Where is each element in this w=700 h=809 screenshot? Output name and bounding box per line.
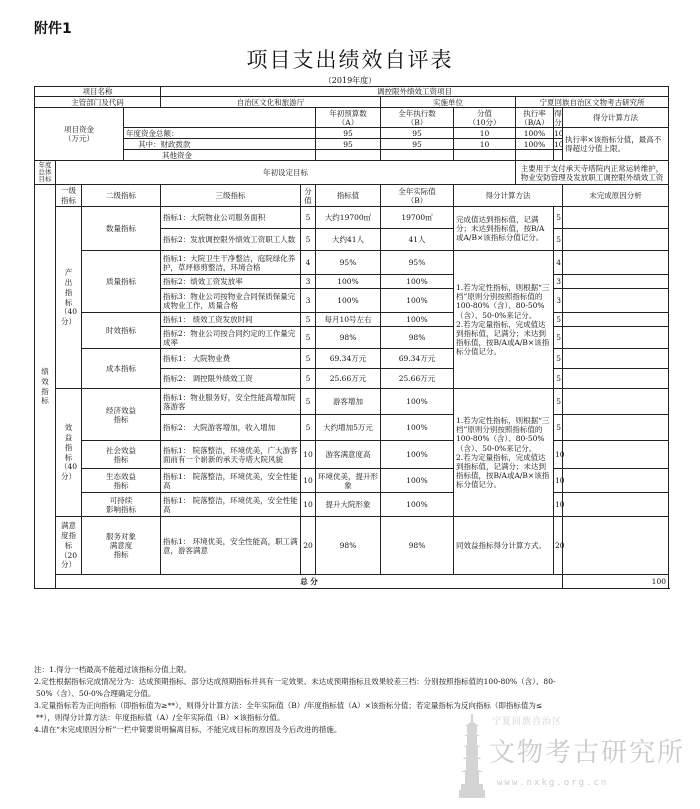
indicator-text: 指标1：大院卫生干净整洁，庭院绿化养护，草坪修剪整洁，环境合格 xyxy=(161,251,301,275)
funds-col-budget: 年初预算数 （A） xyxy=(316,108,381,128)
goal-text: 主要用于支付承天寺塔院内正常运转维护，物业安防管理及发放职工调控限外绩效工资 xyxy=(516,161,669,185)
header-actual: 全年实际值 （B） xyxy=(381,185,454,207)
output-indicator-label: 产 出 指 标 （40 分） xyxy=(56,207,82,389)
watermark-big-text: 文物考古研究所 xyxy=(489,738,686,768)
page-title: 项目支出绩效自评表 xyxy=(246,48,454,72)
funds-col-rate: 执行率 （B/A） xyxy=(516,108,554,128)
goal-label: 年度 总体 目标 xyxy=(35,161,56,185)
indicator-target: 提升大院形象 xyxy=(316,493,381,517)
indicator-text: 指标1： 绩效工资发放时间 xyxy=(161,313,301,327)
indicator-score: 4 xyxy=(301,251,316,275)
indicator-target: 25.66万元 xyxy=(316,369,381,389)
note-line: 2.定性根据指标完成情况分为：达成预期指标、部分达成预期指标并具有一定效果、未达成预期指标且效果较差三档：分别按照指标值的100-80%（含）、80- xyxy=(34,677,556,686)
funds-blank xyxy=(124,108,316,128)
indicator-got: 5 xyxy=(554,207,563,229)
social-benefit-label: 社会效益 指标 xyxy=(82,441,161,469)
note-line: 3.定量指标若为正向指标（即指标值为≥**），则得分计算方法：全年实际值（B）/年度指标值（A）×该指标分值；若定量指标为反向指标（即指标值为≤ xyxy=(34,701,543,710)
note-line: 4.请在“未完成原因分析”一栏中简要说明偏离目标、不能完成目标的原因及今后改进的措施。 xyxy=(34,725,342,734)
indicator-reason xyxy=(563,369,669,389)
indicator-score: 10 xyxy=(301,493,316,517)
indicator-score: 5 xyxy=(301,313,316,327)
indicator-actual: 98% xyxy=(381,327,454,349)
funds-row-actual: 95 xyxy=(381,139,454,150)
indicator-target: 69.34万元 xyxy=(316,349,381,369)
indicator-text: 指标2：发放调控限外绩效工资职工人数 xyxy=(161,229,301,251)
indicator-got: 3 xyxy=(554,275,563,289)
indicator-text: 指标3：物业公司按物业合同保质保量完成物业工作，质量合格 xyxy=(161,289,301,313)
time-indicator-label: 时效指标 xyxy=(82,313,161,349)
indicator-target: 98% xyxy=(316,517,381,575)
indicator-got: 10 xyxy=(554,441,563,469)
funds-method-text: 执行率×该指标分值，最高不得超过分值上限。 xyxy=(563,128,669,161)
funds-row-rate xyxy=(516,150,554,161)
indicator-reason xyxy=(563,441,669,469)
indicator-actual: 95% xyxy=(381,251,454,275)
unit-label: 实施单位 xyxy=(381,97,516,108)
indicator-reason xyxy=(563,517,669,575)
indicator-text: 指标1： 院落整洁，环境优美，安全性能高 xyxy=(161,493,301,517)
indicator-got: 5 xyxy=(554,369,563,389)
indicator-score: 5 xyxy=(301,229,316,251)
indicator-score: 5 xyxy=(301,415,316,441)
indicator-text: 指标2： 调控限外绩效工资 xyxy=(161,369,301,389)
funds-label: 项目资金 （万元） xyxy=(35,108,124,161)
cost-indicator-label: 成本指标 xyxy=(82,349,161,389)
indicator-actual: 100% xyxy=(381,313,454,327)
funds-row-actual: 95 xyxy=(381,128,454,139)
indicator-actual: 100% xyxy=(381,441,454,469)
indicator-got: 3 xyxy=(554,289,563,313)
indicator-text: 指标1： 院落整洁，环境优美，安全性能高 xyxy=(161,469,301,493)
header-score: 分值 xyxy=(301,185,316,207)
indicator-score: 5 xyxy=(301,327,316,349)
indicator-text: 指标1： 环境优美，安全性能高，职工满意，游客满意 xyxy=(161,517,301,575)
indicator-target: 环境优美，提升形象 xyxy=(316,469,381,493)
year-label: （2019年度） xyxy=(323,76,377,85)
indicator-score: 5 xyxy=(301,207,316,229)
indicator-text: 指标2： 大院游客增加，收入增加 xyxy=(161,415,301,441)
sustainability-label: 可持续 影响指标 xyxy=(82,493,161,517)
indicator-score: 5 xyxy=(301,349,316,369)
service-satisfaction-label: 服务对象 满意度 指标 xyxy=(82,517,161,575)
quantity-indicator-label: 数量指标 xyxy=(82,207,161,251)
indicator-got: 5 xyxy=(554,415,563,441)
indicator-got: 5 xyxy=(554,389,563,415)
indicator-target: 每月10号左右 xyxy=(316,313,381,327)
unit-value: 宁夏回族自治区文物考古研究所 xyxy=(516,97,669,108)
economic-benefit-label: 经济效益 指标 xyxy=(82,389,161,441)
indicator-score: 3 xyxy=(301,275,316,289)
perf-indicator-label: 绩 效 指 标 xyxy=(35,185,56,589)
indicator-text: 指标1： 院落整洁，环境优美，广大游客面前有一个崭新的承天寺塔大院风貌 xyxy=(161,441,301,469)
indicator-target: 100% xyxy=(316,275,381,289)
dept-label: 主管部门及代码 xyxy=(35,97,161,108)
indicator-score: 20 xyxy=(301,517,316,575)
method-output-qualitative: 1.若为定性指标，则根据“三档”原则分别按照指标值的100-80%（含）、80-50%（含）、50-0%来记分。 2.若为定量指标，完成值达到指标值，记满分；未达到指标值，按B/A或A/B×该指标分值记分。 xyxy=(454,251,554,389)
indicator-actual: 100% xyxy=(381,389,454,415)
funds-row-rate: 100% xyxy=(516,139,554,150)
note-line: 注：1.得分一档最高不能超过该指标分值上限。 xyxy=(34,665,192,674)
indicator-actual: 100% xyxy=(381,275,454,289)
funds-col-actual: 全年执行数 （B） xyxy=(381,108,454,128)
indicator-got: 20 xyxy=(554,517,563,575)
indicator-actual: 100% xyxy=(381,493,454,517)
indicator-got: 5 xyxy=(554,327,563,349)
funds-row-rate: 100% xyxy=(516,128,554,139)
indicator-target: 游客增加 xyxy=(316,389,381,415)
header-reason: 未完成原因分析 xyxy=(563,185,669,207)
indicator-actual: 100% xyxy=(381,415,454,441)
indicator-actual: 100% xyxy=(381,289,454,313)
header-level2: 二级指标 xyxy=(82,185,161,207)
attachment-label: 附件1 xyxy=(34,21,72,37)
header-method: 得分计算方法 xyxy=(454,185,563,207)
indicator-reason xyxy=(563,469,669,493)
total-value: 100 xyxy=(563,575,669,589)
watermark-small-text: 宁夏回族自治区 xyxy=(492,717,563,727)
indicator-got: 10 xyxy=(554,493,563,517)
funds-row-got: 10 xyxy=(554,128,564,138)
indicator-got: 5 xyxy=(554,349,563,369)
funds-row-budget xyxy=(316,150,381,161)
method-benefit: 1.若为定性指标，则根据“三档”原则分别按照指标值的100-80%（含）、80-50%（含）、50-0%来记分。 2.若为定量指标，完成值达到指标值，记满分；未达到指标值，按B/A或A/B×该指标分值记分。 xyxy=(454,389,554,517)
indicator-reason xyxy=(563,415,669,441)
indicator-score: 5 xyxy=(301,389,316,415)
indicator-score: 3 xyxy=(301,289,316,313)
indicator-actual: 41人 xyxy=(381,229,454,251)
eco-benefit-label: 生态效益 指标 xyxy=(82,469,161,493)
indicator-reason xyxy=(563,275,669,289)
indicator-reason xyxy=(563,229,669,251)
indicator-actual: 19700㎡ xyxy=(381,207,454,229)
indicator-target: 98% xyxy=(316,327,381,349)
method-output-quantity: 完成值达到指标值，记满分；未达到指标值，按B/A或A/B×该指标分值记分。 xyxy=(454,207,554,251)
indicator-reason xyxy=(563,493,669,517)
indicator-target: 游客满意度高 xyxy=(316,441,381,469)
indicator-target: 100% xyxy=(316,289,381,313)
indicator-reason xyxy=(563,207,669,229)
indicator-got: 5 xyxy=(554,313,563,327)
indicator-reason xyxy=(563,349,669,369)
funds-col-score: 分值 （10分） xyxy=(454,108,516,128)
funds-row-score xyxy=(454,150,516,161)
indicator-got: 4 xyxy=(554,251,563,275)
header-level3: 三级指标 xyxy=(161,185,301,207)
funds-row-score: 10 xyxy=(454,128,516,139)
benefit-indicator-label: 效 益 指 标 （40 分） xyxy=(56,389,82,517)
indicator-text: 指标1：大院物业公司服务面积 xyxy=(161,207,301,229)
indicator-actual: 69.34万元 xyxy=(381,349,454,369)
indicator-reason xyxy=(563,389,669,415)
indicator-target: 大约19700㎡ xyxy=(316,207,381,229)
indicator-actual: 100% xyxy=(381,469,454,493)
performance-table xyxy=(34,86,669,589)
indicator-actual: 98% xyxy=(381,517,454,575)
indicator-reason xyxy=(563,327,669,349)
satisfaction-indicator-label: 满意 度指 标 （20 分） xyxy=(56,517,82,575)
funds-col-got: 得分 xyxy=(554,108,562,127)
indicator-target: 大约41人 xyxy=(316,229,381,251)
total-label: 总 分 xyxy=(56,575,563,589)
funds-row-label: 其中：财政拨款 xyxy=(124,139,316,150)
indicator-score: 10 xyxy=(301,469,316,493)
institute-watermark xyxy=(457,712,687,802)
funds-row-got xyxy=(554,150,563,161)
funds-row-score: 10 xyxy=(454,139,516,150)
indicator-target: 95% xyxy=(316,251,381,275)
indicator-got: 10 xyxy=(554,469,563,493)
indicator-target: 大约增加5万元 xyxy=(316,415,381,441)
note-line: **），则得分计算方法：年度指标值（A）/全年实际值（B）×该指标分值。 xyxy=(36,713,285,722)
watermark-url: www.nxkg.org.cn xyxy=(497,778,609,788)
indicator-text: 指标2：绩效工资发放率 xyxy=(161,275,301,289)
indicator-text: 指标2：物业公司按合同约定的工作量完成率 xyxy=(161,327,301,349)
indicator-reason xyxy=(563,251,669,275)
header-level1: 一级 指标 xyxy=(56,185,82,207)
funds-row-budget: 95 xyxy=(316,139,381,150)
indicator-score: 10 xyxy=(301,441,316,469)
funds-row-budget: 95 xyxy=(316,128,381,139)
header-target: 指标值 xyxy=(316,185,381,207)
note-line: 50%（含）、50-0%合理确定分值。 xyxy=(36,689,156,698)
project-name-label: 项目名称 xyxy=(35,87,161,97)
method-satisfaction: 同效益指标得分计算方式。 xyxy=(454,517,554,575)
pagoda-icon xyxy=(459,714,485,800)
funds-row-actual xyxy=(381,150,454,161)
funds-row-got: 10 xyxy=(554,139,564,149)
dept-value: 自治区文化和旅游厅 xyxy=(161,97,381,108)
funds-row-label: 年度资金总额： xyxy=(124,128,316,139)
indicator-text: 指标1：物业服务好，安全性能高增加院落游客 xyxy=(161,389,301,415)
funds-row-label: 其他资金 xyxy=(124,150,316,161)
goal-initial-label: 年初设定目标 xyxy=(56,161,516,185)
project-name: 调控限外绩效工资项目 xyxy=(161,87,669,97)
indicator-got: 5 xyxy=(554,229,563,251)
indicator-score: 5 xyxy=(301,369,316,389)
quality-indicator-label: 质量指标 xyxy=(82,251,161,313)
funds-col-method: 得分计算方法 xyxy=(563,108,669,128)
indicator-text: 指标1： 大院物业费 xyxy=(161,349,301,369)
indicator-actual: 25.66万元 xyxy=(381,369,454,389)
indicator-reason xyxy=(563,289,669,313)
indicator-reason xyxy=(563,313,669,327)
